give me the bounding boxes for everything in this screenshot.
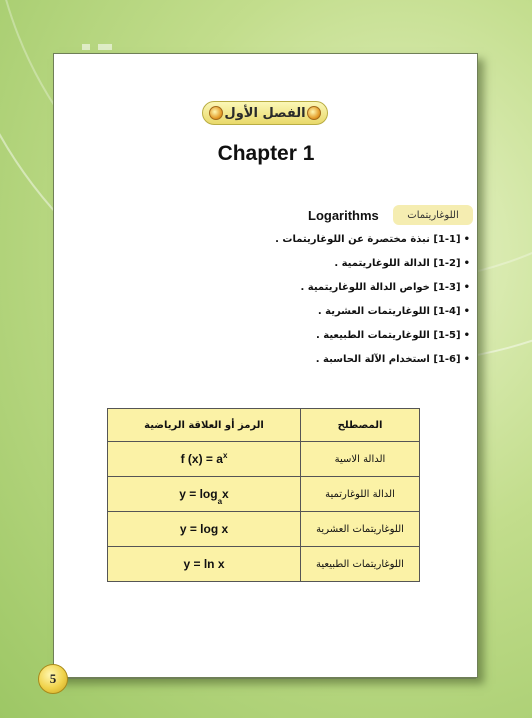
terms-table bbox=[107, 408, 420, 582]
header-symbol: الرمز أو العلاقة الرياضية bbox=[108, 409, 301, 442]
chapter-badge-label: الفصل الأول bbox=[224, 105, 306, 121]
page-number: 5 bbox=[49, 671, 57, 686]
chapter-badge bbox=[202, 101, 328, 125]
formula-cell: y = ln x bbox=[108, 547, 301, 582]
formula-cell: f $(x) = a^x$ bbox=[108, 442, 301, 477]
table-of-contents bbox=[275, 230, 470, 374]
top-decoration bbox=[98, 44, 112, 50]
badge-dot-icon bbox=[209, 106, 223, 120]
toc-item: •[1-1] نبذة مختصرة عن اللوغاريتمات . bbox=[275, 234, 470, 245]
badge-dot-icon bbox=[307, 106, 321, 120]
table-row bbox=[108, 512, 420, 547]
table-header-row bbox=[108, 409, 420, 442]
header-term: المصطلح bbox=[301, 409, 420, 442]
toc-item: •[1-2] الدالة اللوغاريتمية . bbox=[334, 258, 470, 269]
chapter-title: Chapter 1 bbox=[217, 142, 315, 165]
page-number-badge bbox=[38, 664, 68, 694]
formula-cell: $y = \log_ax$ bbox=[108, 477, 301, 512]
toc-item: •[1-4] اللوغاريتمات العشرية . bbox=[317, 306, 470, 317]
toc-item: •[1-6] استخدام الآلة الحاسبة . bbox=[315, 354, 470, 365]
table-row bbox=[108, 547, 420, 582]
toc-item: •[1-3] خواص الدالة اللوغاريتمية . bbox=[300, 282, 470, 293]
formula-cell: y = log x bbox=[108, 512, 301, 547]
table-row bbox=[108, 442, 420, 477]
term-cell: الدالة الاسية bbox=[301, 442, 420, 477]
term-cell: اللوغاريتمات الطبيعية bbox=[301, 547, 420, 582]
topic-title-arabic: اللوغاريتمات bbox=[393, 205, 473, 225]
page-footer-line bbox=[66, 678, 476, 679]
toc-item: •[1-5] اللوغاريتمات الطبيعية . bbox=[316, 330, 470, 341]
term-cell: اللوغاريتمات العشرية bbox=[301, 512, 420, 547]
table-row bbox=[108, 477, 420, 512]
term-cell: الدالة اللوغارتمية bbox=[301, 477, 420, 512]
top-decoration bbox=[82, 44, 90, 50]
topic-title-english: Logarithms bbox=[308, 208, 379, 223]
